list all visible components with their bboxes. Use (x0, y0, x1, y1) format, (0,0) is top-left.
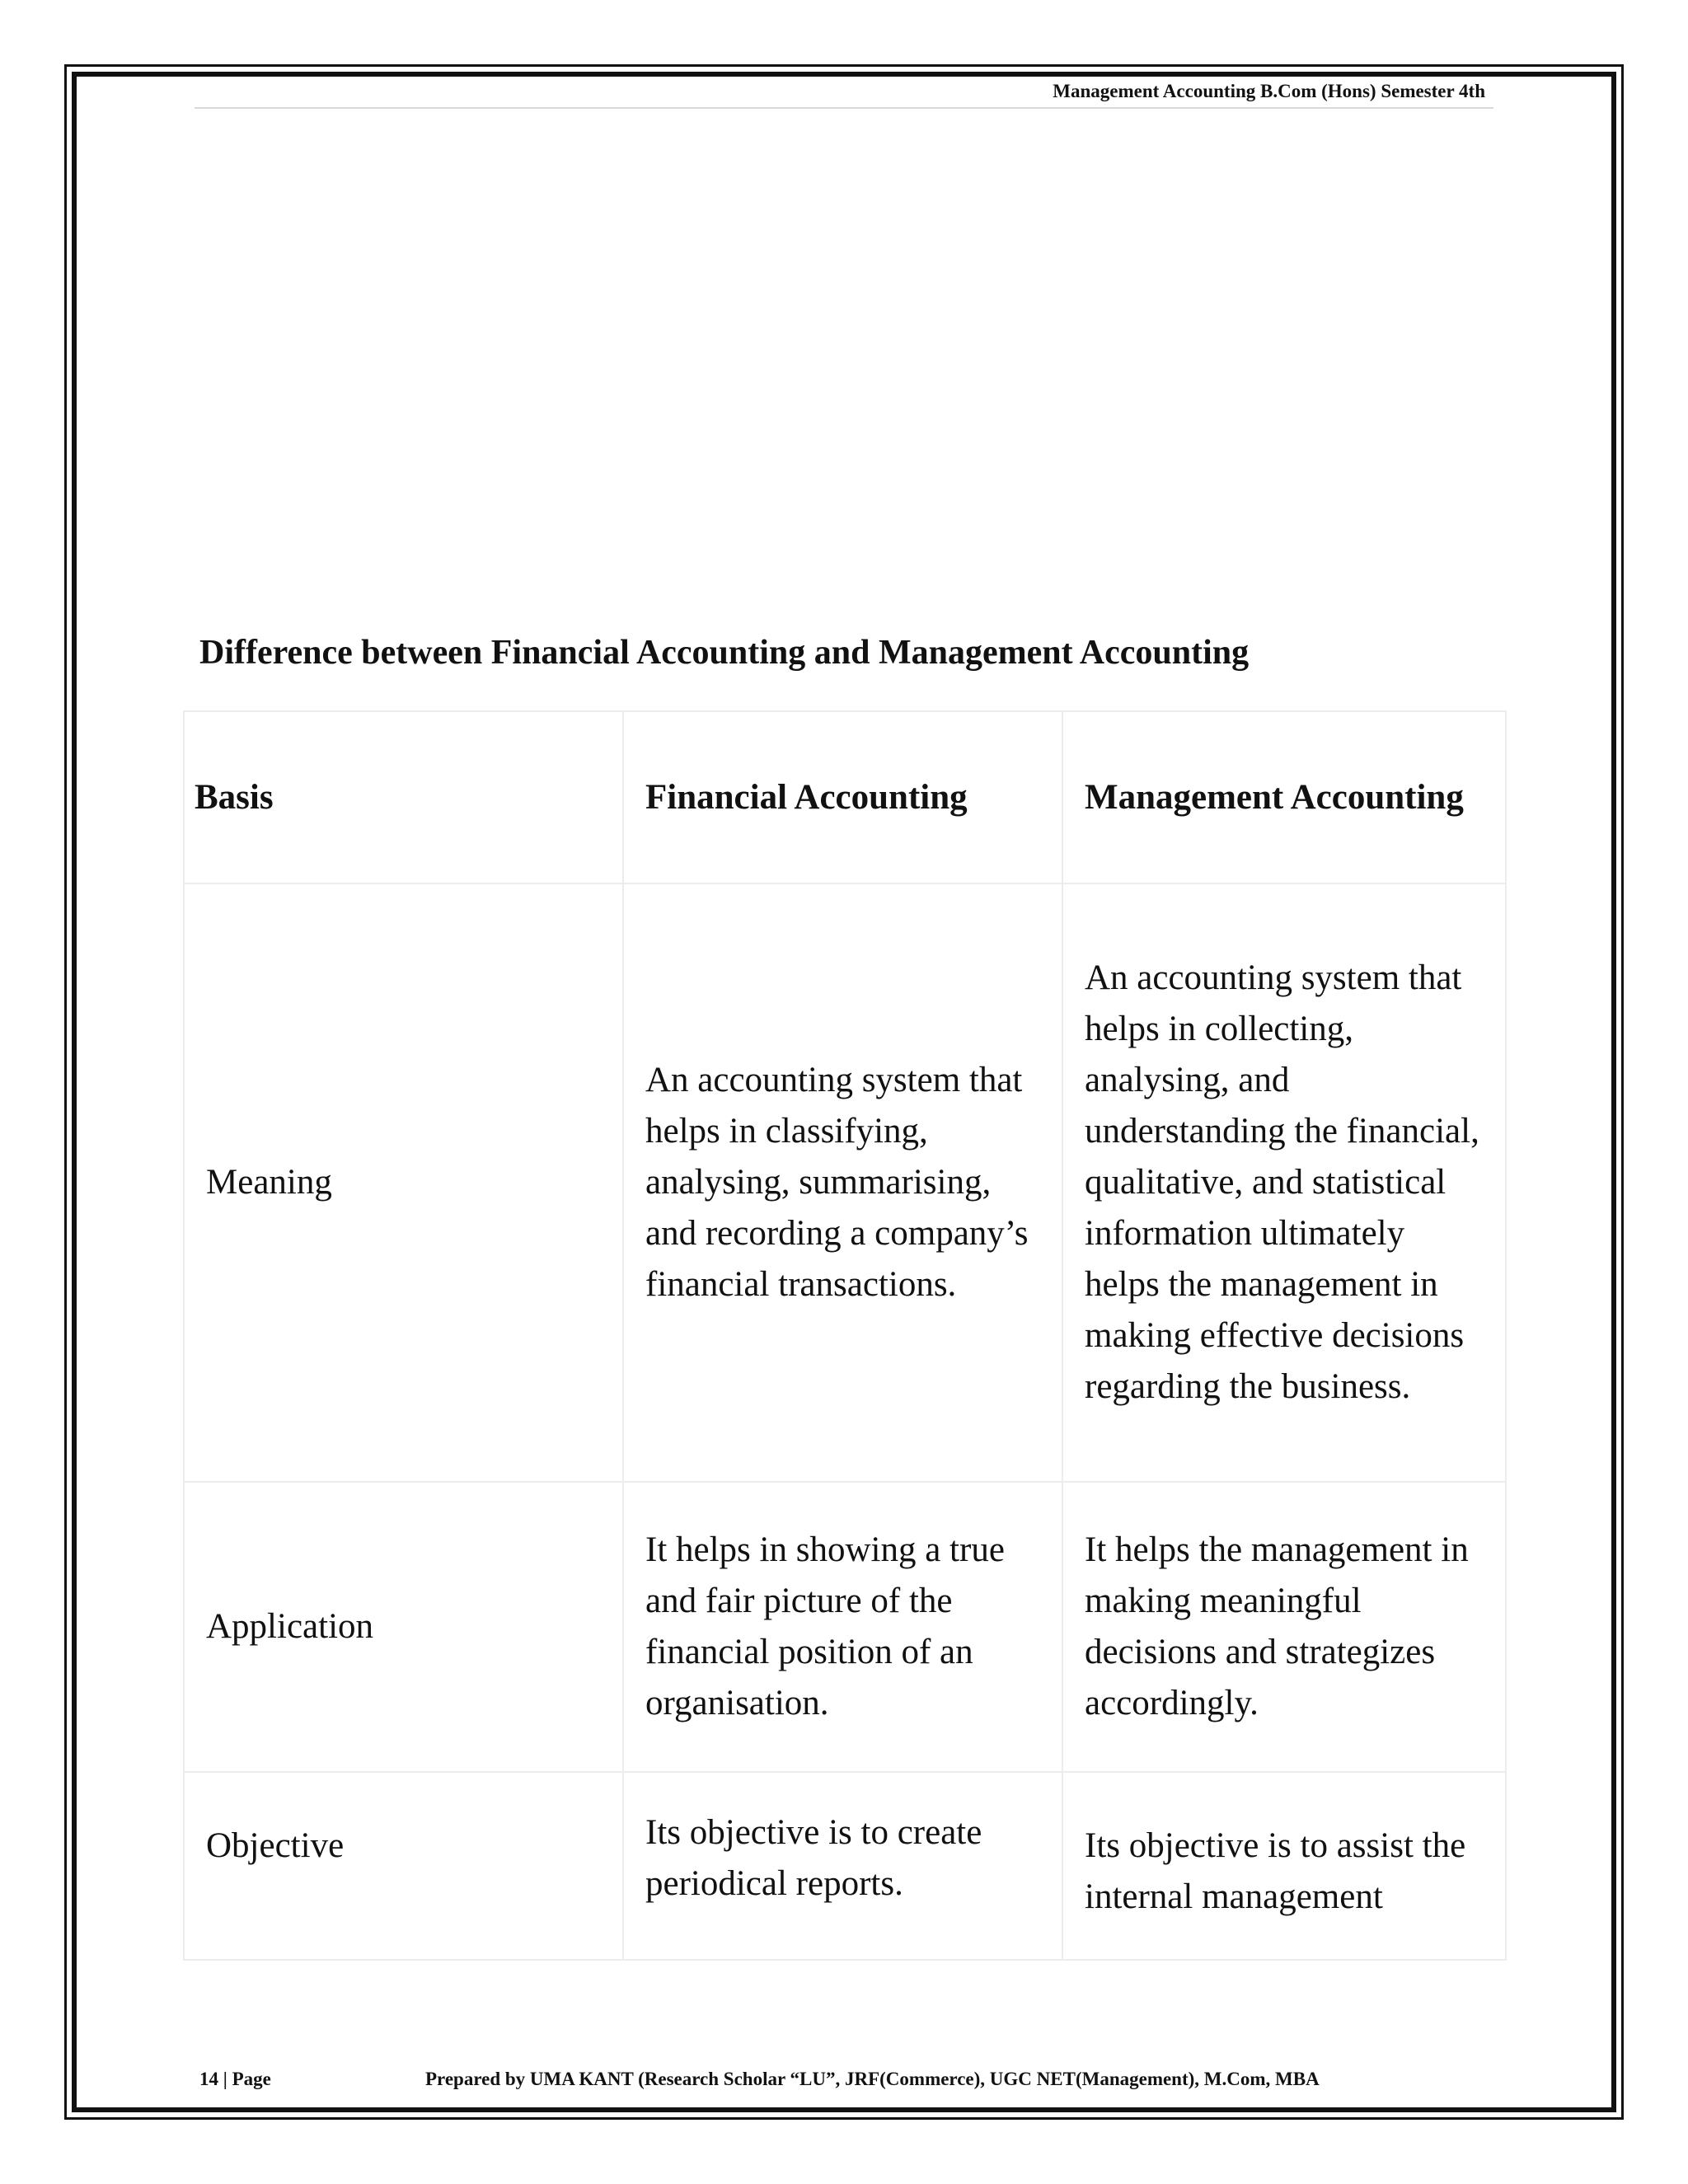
header-text: Management Accounting B.Com (Hons) Semester 4th (1053, 81, 1485, 101)
comparison-table (183, 710, 1507, 1961)
basis-cell: Meaning (184, 883, 623, 1482)
section-title: Difference between Financial Accounting and Management Accounting (199, 634, 1250, 672)
table-row (184, 1772, 1506, 1960)
table-row (184, 1482, 1506, 1772)
management-cell: Its objective is to assist the internal management (1062, 1772, 1506, 1960)
running-header (195, 79, 1493, 109)
table-row (184, 883, 1506, 1482)
basis-cell: Objective (184, 1772, 623, 1960)
basis-cell: Application (184, 1482, 623, 1772)
header-basis: Basis (184, 711, 623, 883)
header-management-accounting: Management Accounting (1062, 711, 1506, 883)
financial-cell: An accounting system that helps in classifying, analysing, summarising, and recording a company’s financial transactions. (623, 883, 1062, 1482)
financial-cell: It helps in showing a true and fair picture of the financial position of an organisation. (623, 1482, 1062, 1772)
financial-cell: Its objective is to create periodical reports. (623, 1772, 1062, 1960)
header-financial-accounting: Financial Accounting (623, 711, 1062, 883)
page-footer (199, 2069, 1485, 2098)
table-header-row (184, 711, 1506, 883)
management-cell: It helps the management in making meaningful decisions and strategizes accordingly. (1062, 1482, 1506, 1772)
page-number: 14 | Page (199, 2069, 271, 2089)
footer-credit: Prepared by UMA KANT (Research Scholar “LU”, JRF(Commerce), UGC NET(Management), M.Com, MBA (425, 2069, 1320, 2089)
management-cell: An accounting system that helps in collecting, analysing, and understanding the financial, qualitative, and statistical information ultimately helps the management in making effective decisions regarding the business. (1062, 883, 1506, 1482)
